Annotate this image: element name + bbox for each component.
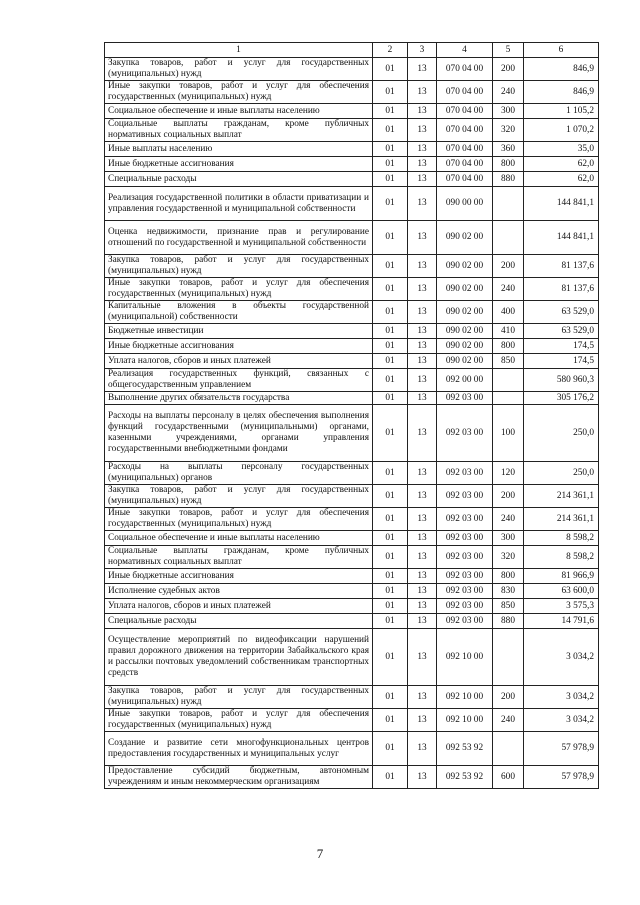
cell-expense-type: 830 bbox=[493, 584, 524, 599]
cell-section: 01 bbox=[373, 686, 408, 709]
cell-section: 01 bbox=[373, 766, 408, 789]
cell-subsection: 13 bbox=[408, 172, 437, 187]
cell-name: Иные бюджетные ассигнования bbox=[105, 157, 373, 172]
cell-name: Закупка товаров, работ и услуг для государственных (муниципальных) нужд bbox=[105, 255, 373, 278]
cell-amount: 35,0 bbox=[524, 142, 599, 157]
cell-target-article: 092 10 00 bbox=[437, 709, 493, 732]
cell-section: 01 bbox=[373, 157, 408, 172]
cell-section: 01 bbox=[373, 187, 408, 221]
table-row bbox=[105, 569, 599, 584]
cell-name: Закупка товаров, работ и услуг для государственных (муниципальных) нужд bbox=[105, 686, 373, 709]
cell-expense-type: 120 bbox=[493, 462, 524, 485]
table-row bbox=[105, 599, 599, 614]
cell-subsection: 13 bbox=[408, 732, 437, 766]
header-col-3: 3 bbox=[408, 43, 437, 58]
cell-expense-type: 200 bbox=[493, 686, 524, 709]
cell-target-article: 090 02 00 bbox=[437, 339, 493, 354]
cell-amount: 3 034,2 bbox=[524, 686, 599, 709]
cell-target-article: 090 02 00 bbox=[437, 221, 493, 255]
cell-subsection: 13 bbox=[408, 629, 437, 686]
table-row bbox=[105, 187, 599, 221]
cell-section: 01 bbox=[373, 369, 408, 392]
cell-name: Специальные расходы bbox=[105, 614, 373, 629]
table-row bbox=[105, 686, 599, 709]
cell-section: 01 bbox=[373, 58, 408, 81]
cell-section: 01 bbox=[373, 339, 408, 354]
cell-amount: 3 034,2 bbox=[524, 709, 599, 732]
cell-name: Реализация государственных функций, связанных с общегосударственным управлением bbox=[105, 369, 373, 392]
table-row bbox=[105, 614, 599, 629]
cell-expense-type: 850 bbox=[493, 599, 524, 614]
cell-name: Социальное обеспечение и иные выплаты населению bbox=[105, 531, 373, 546]
cell-amount: 63 529,0 bbox=[524, 301, 599, 324]
table-row bbox=[105, 508, 599, 531]
cell-subsection: 13 bbox=[408, 142, 437, 157]
cell-expense-type bbox=[493, 187, 524, 221]
cell-target-article: 070 04 00 bbox=[437, 142, 493, 157]
cell-target-article: 090 02 00 bbox=[437, 354, 493, 369]
cell-amount: 14 791,6 bbox=[524, 614, 599, 629]
cell-amount: 63 529,0 bbox=[524, 324, 599, 339]
cell-subsection: 13 bbox=[408, 709, 437, 732]
cell-name: Закупка товаров, работ и услуг для государственных (муниципальных) нужд bbox=[105, 485, 373, 508]
cell-name: Уплата налогов, сборов и иных платежей bbox=[105, 599, 373, 614]
cell-name: Иные закупки товаров, работ и услуг для обеспечения государственных (муниципальных) нужд bbox=[105, 508, 373, 531]
cell-expense-type: 240 bbox=[493, 278, 524, 301]
table-row bbox=[105, 339, 599, 354]
cell-amount: 846,9 bbox=[524, 81, 599, 104]
cell-name: Исполнение судебных актов bbox=[105, 584, 373, 599]
cell-name: Оценка недвижимости, признание прав и регулирование отношений по государственной и муниципальной собственности bbox=[105, 221, 373, 255]
cell-name: Иные выплаты населению bbox=[105, 142, 373, 157]
cell-subsection: 13 bbox=[408, 278, 437, 301]
cell-section: 01 bbox=[373, 629, 408, 686]
cell-target-article: 092 10 00 bbox=[437, 686, 493, 709]
cell-expense-type: 800 bbox=[493, 157, 524, 172]
cell-expense-type bbox=[493, 221, 524, 255]
cell-subsection: 13 bbox=[408, 104, 437, 119]
cell-target-article: 092 10 00 bbox=[437, 629, 493, 686]
cell-expense-type: 200 bbox=[493, 58, 524, 81]
cell-section: 01 bbox=[373, 255, 408, 278]
cell-subsection: 13 bbox=[408, 392, 437, 405]
table-row bbox=[105, 157, 599, 172]
cell-amount: 214 361,1 bbox=[524, 508, 599, 531]
cell-name: Выполнение других обязательств государства bbox=[105, 392, 373, 405]
cell-amount: 580 960,3 bbox=[524, 369, 599, 392]
cell-target-article: 070 04 00 bbox=[437, 104, 493, 119]
cell-section: 01 bbox=[373, 172, 408, 187]
cell-expense-type bbox=[493, 369, 524, 392]
cell-target-article: 092 03 00 bbox=[437, 462, 493, 485]
cell-section: 01 bbox=[373, 508, 408, 531]
cell-name: Социальное обеспечение и иные выплаты населению bbox=[105, 104, 373, 119]
cell-expense-type: 300 bbox=[493, 531, 524, 546]
table-row bbox=[105, 172, 599, 187]
cell-target-article: 092 03 00 bbox=[437, 546, 493, 569]
cell-name: Иные закупки товаров, работ и услуг для обеспечения государственных (муниципальных) нужд bbox=[105, 81, 373, 104]
cell-section: 01 bbox=[373, 462, 408, 485]
cell-expense-type: 850 bbox=[493, 354, 524, 369]
cell-subsection: 13 bbox=[408, 766, 437, 789]
cell-target-article: 092 03 00 bbox=[437, 531, 493, 546]
cell-target-article: 092 03 00 bbox=[437, 584, 493, 599]
cell-amount: 62,0 bbox=[524, 157, 599, 172]
table-row bbox=[105, 119, 599, 142]
cell-target-article: 092 03 00 bbox=[437, 508, 493, 531]
cell-name: Социальные выплаты гражданам, кроме публичных нормативных социальных выплат bbox=[105, 119, 373, 142]
table-row bbox=[105, 58, 599, 81]
cell-subsection: 13 bbox=[408, 221, 437, 255]
cell-target-article: 090 02 00 bbox=[437, 278, 493, 301]
header-col-1: 1 bbox=[105, 43, 373, 58]
cell-expense-type: 320 bbox=[493, 546, 524, 569]
cell-amount: 144 841,1 bbox=[524, 221, 599, 255]
cell-section: 01 bbox=[373, 485, 408, 508]
cell-target-article: 092 03 00 bbox=[437, 614, 493, 629]
table-row bbox=[105, 142, 599, 157]
cell-amount: 8 598,2 bbox=[524, 531, 599, 546]
cell-amount: 3 034,2 bbox=[524, 629, 599, 686]
cell-expense-type: 320 bbox=[493, 119, 524, 142]
table-row bbox=[105, 392, 599, 405]
cell-amount: 174,5 bbox=[524, 354, 599, 369]
cell-target-article: 070 04 00 bbox=[437, 58, 493, 81]
cell-amount: 305 176,2 bbox=[524, 392, 599, 405]
cell-section: 01 bbox=[373, 142, 408, 157]
cell-section: 01 bbox=[373, 614, 408, 629]
cell-subsection: 13 bbox=[408, 485, 437, 508]
cell-section: 01 bbox=[373, 119, 408, 142]
table-row bbox=[105, 405, 599, 462]
cell-amount: 846,9 bbox=[524, 58, 599, 81]
cell-subsection: 13 bbox=[408, 369, 437, 392]
table-row bbox=[105, 104, 599, 119]
cell-subsection: 13 bbox=[408, 569, 437, 584]
table-row bbox=[105, 221, 599, 255]
table-row bbox=[105, 255, 599, 278]
header-col-4: 4 bbox=[437, 43, 493, 58]
cell-subsection: 13 bbox=[408, 462, 437, 485]
cell-target-article: 090 02 00 bbox=[437, 301, 493, 324]
cell-name: Капитальные вложения в объекты государственной (муниципальной) собственности bbox=[105, 301, 373, 324]
cell-expense-type: 600 bbox=[493, 766, 524, 789]
table-row bbox=[105, 354, 599, 369]
table-row bbox=[105, 278, 599, 301]
cell-subsection: 13 bbox=[408, 157, 437, 172]
cell-expense-type: 200 bbox=[493, 485, 524, 508]
cell-name: Уплата налогов, сборов и иных платежей bbox=[105, 354, 373, 369]
cell-name: Расходы на выплаты персоналу государственных (муниципальных) органов bbox=[105, 462, 373, 485]
cell-section: 01 bbox=[373, 599, 408, 614]
cell-section: 01 bbox=[373, 301, 408, 324]
cell-target-article: 092 53 92 bbox=[437, 732, 493, 766]
table-row bbox=[105, 629, 599, 686]
cell-name: Специальные расходы bbox=[105, 172, 373, 187]
table-row bbox=[105, 369, 599, 392]
cell-amount: 144 841,1 bbox=[524, 187, 599, 221]
cell-target-article: 092 00 00 bbox=[437, 369, 493, 392]
cell-amount: 8 598,2 bbox=[524, 546, 599, 569]
header-col-2: 2 bbox=[373, 43, 408, 58]
header-col-5: 5 bbox=[493, 43, 524, 58]
table-row bbox=[105, 462, 599, 485]
cell-subsection: 13 bbox=[408, 339, 437, 354]
header-row bbox=[105, 43, 599, 58]
cell-section: 01 bbox=[373, 546, 408, 569]
cell-expense-type: 100 bbox=[493, 405, 524, 462]
cell-section: 01 bbox=[373, 584, 408, 599]
cell-amount: 63 600,0 bbox=[524, 584, 599, 599]
cell-name: Предоставление субсидий бюджетным, автономным учреждениям и иным некоммерческим организациям bbox=[105, 766, 373, 789]
cell-name: Осуществление мероприятий по видеофиксации нарушений правил дорожного движения на территории Забайкальского края и рассылки почтовых уведомлений собственникам транспортных средств bbox=[105, 629, 373, 686]
cell-expense-type: 410 bbox=[493, 324, 524, 339]
cell-name: Иные бюджетные ассигнования bbox=[105, 339, 373, 354]
cell-name: Создание и развитие сети многофункциональных центров предоставления государственных и муниципальных услуг bbox=[105, 732, 373, 766]
cell-subsection: 13 bbox=[408, 187, 437, 221]
cell-amount: 81 966,9 bbox=[524, 569, 599, 584]
cell-expense-type: 880 bbox=[493, 172, 524, 187]
cell-amount: 250,0 bbox=[524, 405, 599, 462]
cell-amount: 62,0 bbox=[524, 172, 599, 187]
cell-expense-type bbox=[493, 392, 524, 405]
cell-section: 01 bbox=[373, 732, 408, 766]
page-number: 7 bbox=[316, 846, 324, 861]
cell-subsection: 13 bbox=[408, 58, 437, 81]
cell-section: 01 bbox=[373, 392, 408, 405]
cell-expense-type: 800 bbox=[493, 339, 524, 354]
cell-section: 01 bbox=[373, 709, 408, 732]
cell-expense-type: 300 bbox=[493, 104, 524, 119]
cell-target-article: 070 04 00 bbox=[437, 172, 493, 187]
cell-subsection: 13 bbox=[408, 599, 437, 614]
cell-subsection: 13 bbox=[408, 584, 437, 599]
cell-target-article: 092 03 00 bbox=[437, 392, 493, 405]
cell-section: 01 bbox=[373, 104, 408, 119]
cell-expense-type: 240 bbox=[493, 709, 524, 732]
cell-subsection: 13 bbox=[408, 531, 437, 546]
cell-subsection: 13 bbox=[408, 354, 437, 369]
cell-expense-type: 400 bbox=[493, 301, 524, 324]
cell-expense-type: 240 bbox=[493, 81, 524, 104]
table-row bbox=[105, 485, 599, 508]
cell-amount: 250,0 bbox=[524, 462, 599, 485]
cell-target-article: 092 03 00 bbox=[437, 485, 493, 508]
cell-amount: 81 137,6 bbox=[524, 278, 599, 301]
cell-target-article: 090 00 00 bbox=[437, 187, 493, 221]
table-row bbox=[105, 301, 599, 324]
cell-name: Бюджетные инвестиции bbox=[105, 324, 373, 339]
cell-section: 01 bbox=[373, 221, 408, 255]
cell-section: 01 bbox=[373, 278, 408, 301]
cell-section: 01 bbox=[373, 569, 408, 584]
cell-subsection: 13 bbox=[408, 508, 437, 531]
table-row bbox=[105, 81, 599, 104]
cell-expense-type: 200 bbox=[493, 255, 524, 278]
cell-amount: 81 137,6 bbox=[524, 255, 599, 278]
cell-name: Иные закупки товаров, работ и услуг для обеспечения государственных (муниципальных) нужд bbox=[105, 709, 373, 732]
cell-subsection: 13 bbox=[408, 405, 437, 462]
cell-name: Закупка товаров, работ и услуг для государственных (муниципальных) нужд bbox=[105, 58, 373, 81]
cell-section: 01 bbox=[373, 324, 408, 339]
table-row bbox=[105, 531, 599, 546]
cell-target-article: 070 04 00 bbox=[437, 81, 493, 104]
cell-subsection: 13 bbox=[408, 546, 437, 569]
cell-amount: 1 105,2 bbox=[524, 104, 599, 119]
cell-target-article: 092 03 00 bbox=[437, 569, 493, 584]
cell-target-article: 092 53 92 bbox=[437, 766, 493, 789]
cell-name: Реализация государственной политики в области приватизации и управления государственной и муниципальной собственности bbox=[105, 187, 373, 221]
table-row bbox=[105, 324, 599, 339]
cell-amount: 3 575,3 bbox=[524, 599, 599, 614]
cell-amount: 57 978,9 bbox=[524, 766, 599, 789]
cell-name: Иные бюджетные ассигнования bbox=[105, 569, 373, 584]
cell-target-article: 092 03 00 bbox=[437, 599, 493, 614]
cell-section: 01 bbox=[373, 531, 408, 546]
cell-expense-type bbox=[493, 629, 524, 686]
cell-section: 01 bbox=[373, 354, 408, 369]
cell-subsection: 13 bbox=[408, 81, 437, 104]
cell-expense-type: 880 bbox=[493, 614, 524, 629]
cell-subsection: 13 bbox=[408, 301, 437, 324]
cell-expense-type: 360 bbox=[493, 142, 524, 157]
budget-table bbox=[104, 42, 599, 789]
cell-target-article: 070 04 00 bbox=[437, 157, 493, 172]
cell-target-article: 090 02 00 bbox=[437, 255, 493, 278]
table-row bbox=[105, 766, 599, 789]
header-col-6: 6 bbox=[524, 43, 599, 58]
cell-expense-type: 240 bbox=[493, 508, 524, 531]
cell-name: Расходы на выплаты персоналу в целях обеспечения выполнения функций государственными (муниципальными) органами, казенными учреждениями, органами управления государственными внебюджетными фондами bbox=[105, 405, 373, 462]
cell-target-article: 070 04 00 bbox=[437, 119, 493, 142]
cell-name: Социальные выплаты гражданам, кроме публичных нормативных социальных выплат bbox=[105, 546, 373, 569]
table-row bbox=[105, 732, 599, 766]
cell-subsection: 13 bbox=[408, 324, 437, 339]
cell-target-article: 090 02 00 bbox=[437, 324, 493, 339]
cell-amount: 57 978,9 bbox=[524, 732, 599, 766]
cell-amount: 1 070,2 bbox=[524, 119, 599, 142]
cell-section: 01 bbox=[373, 405, 408, 462]
cell-amount: 214 361,1 bbox=[524, 485, 599, 508]
cell-expense-type bbox=[493, 732, 524, 766]
cell-section: 01 bbox=[373, 81, 408, 104]
cell-subsection: 13 bbox=[408, 614, 437, 629]
table-row bbox=[105, 709, 599, 732]
cell-name: Иные закупки товаров, работ и услуг для обеспечения государственных (муниципальных) нужд bbox=[105, 278, 373, 301]
table-row bbox=[105, 584, 599, 599]
cell-expense-type: 800 bbox=[493, 569, 524, 584]
cell-subsection: 13 bbox=[408, 119, 437, 142]
cell-subsection: 13 bbox=[408, 255, 437, 278]
cell-amount: 174,5 bbox=[524, 339, 599, 354]
cell-subsection: 13 bbox=[408, 686, 437, 709]
table-row bbox=[105, 546, 599, 569]
cell-target-article: 092 03 00 bbox=[437, 405, 493, 462]
